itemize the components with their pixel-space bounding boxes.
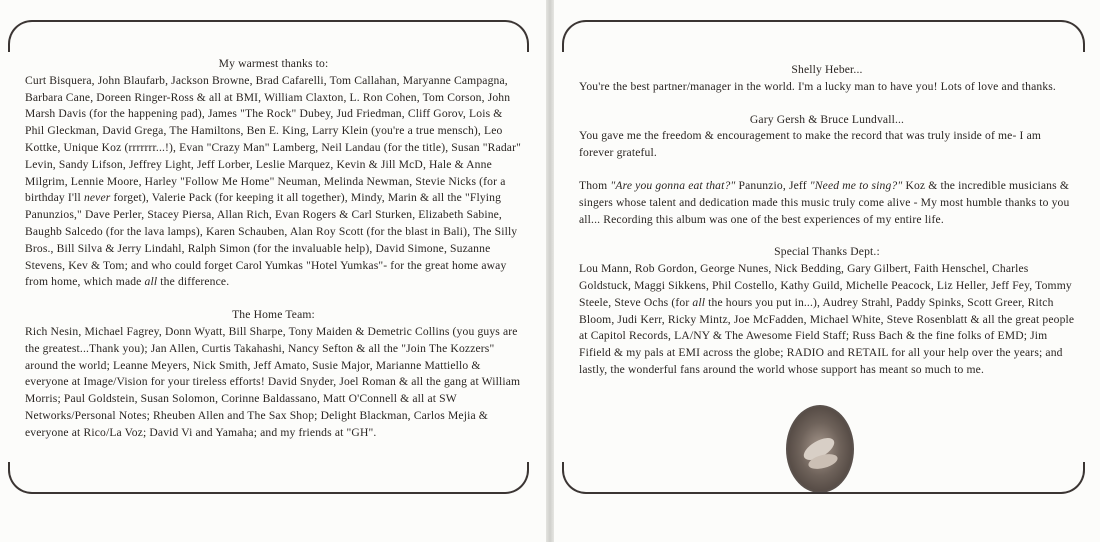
thom-quote: "Are you gonna eat that?" — [610, 178, 736, 192]
thom-text-c: Koz & the incredible musicians & singers whose talent and dedication made this music truly come alive - My most humble thanks to you all... Recording this album was one of the best experiences of my entire life. — [579, 178, 1070, 226]
spacer — [579, 162, 1075, 178]
frame-bottom-border — [562, 462, 1085, 494]
thanks-text-part1: Curt Bisquera, John Blaufarb, Jackson Browne, Brad Cafarelli, Tom Callahan, Maryanne Campagna, Barbara Cane, Doreen Ringer-Ross & all at BMI, William Claxton, L. Ron Cohen, Tom Corson, John Marsh Davis (for the happening pad), James "The Rock" Dubey, Jud Friedman, Cliff Gorov, Lois & Phil Gleckman, David Grega, The Hamiltons, Ben E. King, Larry Klein (you're a true mensch), Leo Kottke, Unique Koz (rrrrrrr...!), Evan "Crazy Man" Lamberg, Neil Landau (for the title), Susan "Radar" Levin, Sandy Lifson, Jeffrey Light, Jeff Lorber, Leslie Marquez, Kevin & Jill McD, Hale & Anne Milgrim, Lennie Moore, Harley "Follow Me Home" Neuman, Melinda Newman, Stevie Nicks (for a birthday I'll — [25, 73, 521, 205]
musicians-paragraph — [579, 178, 1075, 228]
special-all-emphasis: all — [692, 295, 706, 309]
thanks-never-emphasis: never — [83, 191, 111, 205]
home-team-paragraph: Rich Nesin, Michael Fagrey, Donn Wyatt, Bill Sharpe, Tony Maiden & Demetric Collins (you guys are the greatest...Thank you); Jan Allen, Curtis Takahashi, Nancy Sefton & all the "Join The Kozzers" around the world; Leanne Meyers, Nick Smith, Jeff Amato, Susie Major, Marianne Mattiello & everyone at Image/Vision for your tireless efforts! David Snyder, Joel Roman & all the gang at William Morris; Paul Goldstein, Susan Solomon, Corinne Baldassano, Matt O'Connell & all at SW Networks/Personal Notes; Rheuben Allen and The Sax Shop; Delight Blackman, Carlos Mejia & everyone at Rico/La Voz; David Vi and Yamaha; and my friends at "GH". — [25, 324, 521, 439]
jeff-quote: "Need me to sing?" — [809, 178, 903, 192]
thanks-text-part3: the difference. — [157, 275, 230, 289]
spacer — [25, 291, 522, 307]
thanks-heading: My warmest thanks to: — [218, 57, 329, 70]
gary-paragraph: You gave me the freedom & encouragement to make the record that was truly inside of me- I am forever grateful. — [579, 129, 1042, 160]
thom-text-a: Thom — [579, 178, 611, 192]
book-gutter — [546, 0, 554, 542]
special-thanks-heading: Special Thanks Dept.: — [774, 245, 880, 259]
special-thanks-paragraph — [579, 261, 1075, 379]
spacer — [579, 96, 1075, 112]
right-page-text — [579, 62, 1075, 379]
frame-top-border — [562, 20, 1085, 52]
right-page — [554, 0, 1100, 542]
frame-top-border — [8, 20, 529, 52]
shelly-paragraph: You're the best partner/manager in the world. I'm a lucky man to have you! Lots of love and thanks. — [579, 79, 1056, 93]
special-text-a: Lou Mann, Rob Gordon, George Nunes, Nick Bedding, Gary Gilbert, Faith Henschel, Charles Goldstuck, Maggi Sikkens, Phil Costello, Kathy Guild, Michelle Peacock, Liz Heller, Jeff Fey, Tommy Steele, Steve Ochs (for — [579, 262, 1072, 309]
frame-bottom-border — [8, 462, 529, 494]
left-page-text — [25, 56, 522, 442]
spacer — [579, 228, 1075, 244]
shelly-heading: Shelly Heber... — [791, 63, 863, 76]
thom-text-b: Panunzio, Jeff — [735, 178, 810, 192]
thanks-paragraph — [25, 73, 522, 291]
left-page — [0, 0, 546, 542]
special-text-b: the hours you put in...), Audrey Strahl, Paddy Spinks, Scott Greer, Ritch Bloom, Judi Kerr, Ricky Mintz, Joe McFadden, Michael White, Steve Rosenblatt & all the great people at Capitol Records, LA/NY & The Awesome Field Staff; Russ Bach & the fine folks of EMD; Jim Fifield & my pals at EMI across the globe; RADIO and RETAIL for all your help over the years; and lastly, the wonderful fans around the world whose support has meant so much to me. — [579, 295, 1075, 376]
thanks-all-emphasis: all — [144, 275, 158, 289]
home-team-heading: The Home Team: — [232, 308, 315, 322]
gary-heading: Gary Gersh & Bruce Lundvall... — [749, 112, 905, 126]
thanks-text-part2: forget), Valerie Pack (for keeping it all together), Mindy, Marin & all the "Flying Panunzios," Dave Perler, Stacey Piersa, Allan Rich, Evan Rogers & Carl Sturken, Elizabeth Sabine, Baughb Salcedo (for the lava lamps), Karen Schauben, Alan Roy Scott (for the blast in Bali), The Silly Bros., Bill Silva & Jerry Lindahl, Ralph Simon (for the invaluable help), David Simone, Suzanne Stevens, Kev & Tom; and who could forget Carol Yumkas "Hotel Yumkas"- for the great home away from home, which made — [25, 191, 518, 289]
